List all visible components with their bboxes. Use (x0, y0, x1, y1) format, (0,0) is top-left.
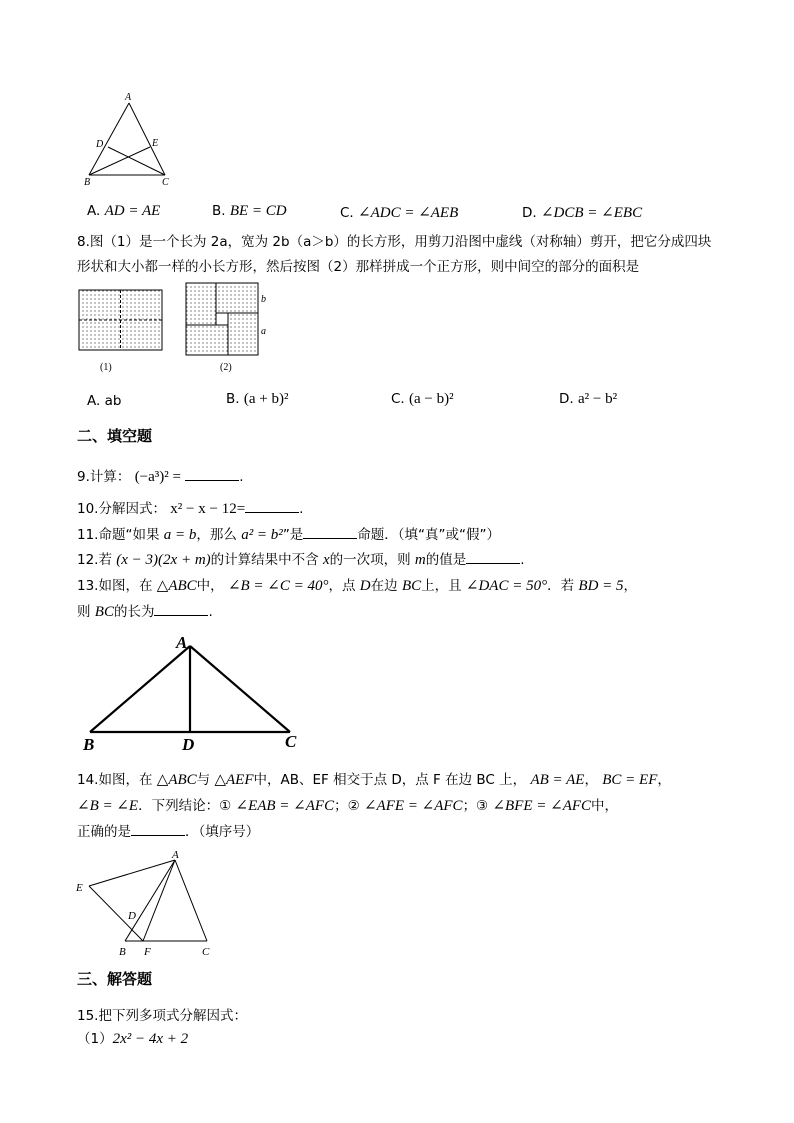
q11: 11.命题“如果 a = b，那么 a² = b²”是 命题．（填“真”或“假”） (77, 527, 501, 543)
q11-blank[interactable] (303, 526, 357, 539)
section-heading-solve: 三、解答题 (77, 970, 153, 988)
fig2-caption: (2) (220, 362, 232, 373)
fig1-caption: (1) (100, 362, 112, 373)
q14-line3: 正确的是 ．（填序号） (77, 824, 260, 840)
q10-blank[interactable] (245, 500, 299, 513)
label-E: E (152, 138, 159, 149)
option-b-label: B. (212, 203, 226, 219)
option-c-label: C. (340, 205, 354, 221)
q8-option-c-label: C. (391, 391, 405, 407)
q14-line1: 14.如图，在 △ABC与 △AEF中，AB、EF 相交于点 D，点 F 在边 BC 上， AB = AE， BC = EF， (77, 772, 671, 788)
option-b-math: BE = CD (229, 203, 287, 219)
q9: 9.计算： (−a³)² = . (77, 469, 244, 485)
q10: 10.分解因式： x² − x − 12= . (77, 501, 304, 517)
q14-line2: ∠B = ∠E．下列结论：① ∠EAB = ∠AFC；② ∠AFE = ∠AFC；③ ∠BFE = ∠AFC中， (77, 798, 619, 814)
q8-option-b-math: (a + b)² (243, 391, 289, 407)
q7-options (87, 203, 160, 220)
q8-option-d-math: a² − b² (577, 391, 618, 407)
label-B: B (84, 177, 91, 188)
triangle-figure-q13 (80, 632, 310, 757)
q9-math: (−a³)² = (134, 469, 181, 485)
label-D: D (96, 139, 104, 150)
label-C: C (285, 732, 297, 751)
figure-q8 (78, 282, 288, 377)
q13-blank[interactable] (154, 603, 208, 616)
q15-sub1: （1）2x² − 4x + 2 (77, 1031, 189, 1047)
q8-option-a: A. ab (87, 393, 122, 409)
q15-title: 15.把下列多项式分解因式： (77, 1008, 247, 1024)
label-A: A (176, 633, 188, 652)
option-a-label: A. (87, 203, 101, 219)
q8-line2: 形状和大小都一样的小长方形，然后按图（2）那样拼成一个正方形，则中间空的部分的面积是 (77, 259, 640, 275)
q8-option-b-label: B. (226, 391, 240, 407)
q12-blank[interactable] (466, 551, 520, 564)
option-c-math: ∠ADC = ∠AEB (358, 205, 459, 221)
q8-option-c-math: (a − b)² (409, 391, 454, 407)
triangle-figure-q14 (74, 848, 224, 963)
section-heading-fill-blank: 二、填空题 (77, 427, 153, 445)
label-C: C (202, 946, 210, 958)
label-B: B (119, 946, 126, 958)
q13-line2: 则 BC的长为 . (77, 604, 213, 620)
label-A: A (125, 92, 132, 103)
option-d-label: D. (522, 205, 537, 221)
label-D: D (128, 910, 136, 922)
label-D: D (182, 735, 195, 754)
label-B: B (83, 735, 95, 754)
q13-line1: 13.如图，在 △ABC中， ∠B = ∠C = 40°，点 D在边 BC上，且 ∠DAC = 50°．若 BD = 5， (77, 578, 638, 594)
q10-math: x² − x − 12= (170, 501, 246, 517)
option-a-math: AD = AE (104, 203, 161, 219)
q8-line1: 8.图（1）是一个长为 2a，宽为 2b（a＞b）的长方形，用剪刀沿图中虚线（对称轴）剪开，把它分成四块 (77, 234, 712, 250)
triangle-figure-q7 (80, 90, 180, 190)
label-a: a (261, 326, 266, 337)
q12: 12.若 (x − 3)(2x + m)的计算结果中不含 x的一次项，则 m的值是 . (77, 552, 525, 568)
label-A: A (172, 849, 179, 861)
label-F: F (144, 946, 151, 958)
q9-blank[interactable] (185, 468, 239, 481)
label-b: b (261, 294, 266, 305)
option-d-math: ∠DCB = ∠EBC (540, 205, 643, 221)
q14-blank[interactable] (131, 823, 185, 836)
label-C: C (162, 177, 169, 188)
q8-option-d-label: D. (559, 391, 574, 407)
label-E: E (76, 882, 83, 894)
